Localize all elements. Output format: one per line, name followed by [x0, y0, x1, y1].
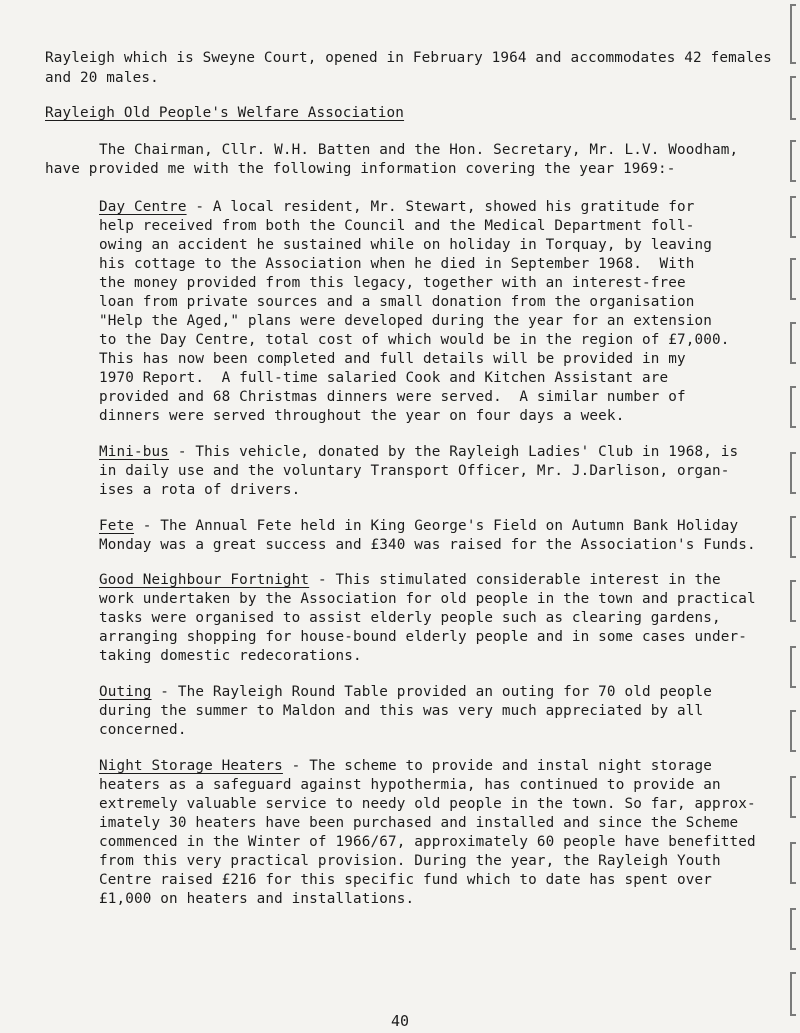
day-centre-line-7: "Help the Aged," plans were developed during the year for an extension: [99, 313, 713, 329]
day-centre-line-9: This has now been completed and full details will be provided in my: [99, 351, 686, 367]
night-storage-line-4: imately 30 heaters have been purchased and installed and since the Scheme: [99, 815, 739, 831]
intro-line-1: Rayleigh which is Sweyne Court, opened in February 1964 and accommodates 42 females: [45, 50, 772, 66]
chairman-line-1: The Chairman, Cllr. W.H. Batten and the Hon. Secretary, Mr. L.V. Woodham,: [99, 142, 739, 158]
good-neighbour-line-5: taking domestic redecorations.: [99, 648, 362, 664]
chairman-line-2: have provided me with the following information covering the year 1969:-: [45, 161, 676, 177]
night-storage-line-5: commenced in the Winter of 1966/67, approximately 60 people have benefitted: [99, 834, 756, 850]
day-centre-line-3: owing an accident he sustained while on holiday in Torquay, by leaving: [99, 237, 713, 253]
good-neighbour-text: - This stimulated considerable interest in the: [309, 572, 721, 588]
mini-bus-text: - This vehicle, donated by the Rayleigh Ladies' Club in 1968, is: [169, 444, 739, 460]
day-centre-line-4: his cottage to the Association when he died in September 1968. With: [99, 256, 695, 272]
fete-title: Fete: [99, 518, 135, 534]
intro-line-2: and 20 males.: [45, 70, 159, 86]
night-storage-text: - The scheme to provide and instal night storage: [282, 758, 713, 774]
day-centre-line-10: 1970 Report. A full-time salaried Cook and Kitchen Assistant are: [99, 370, 669, 386]
good-neighbour-title: Good Neighbour Fortnight: [99, 572, 310, 588]
mini-bus-line-2: in daily use and the voluntary Transport Officer, Mr. J.Darlison, organ-: [99, 463, 730, 479]
section-heading: Rayleigh Old People's Welfare Association: [45, 105, 405, 121]
fete-text: - The Annual Fete held in King George's Field on Autumn Bank Holiday: [134, 518, 739, 534]
day-centre-line-2: help received from both the Council and the Medical Department foll-: [99, 218, 695, 234]
fete-line-2: Monday was a great success and £340 was raised for the Association's Funds.: [99, 537, 756, 553]
good-neighbour-line-1: [99, 571, 721, 590]
day-centre-text: - A local resident, Mr. Stewart, showed his gratitude for: [186, 199, 695, 215]
outing-line-2: during the summer to Maldon and this was very much appreciated by all: [99, 703, 704, 719]
day-centre-title: Day Centre: [99, 199, 187, 215]
good-neighbour-line-4: arranging shopping for house-bound elderly people and in some cases under-: [99, 629, 748, 645]
page-number: 40: [390, 1012, 410, 1030]
mini-bus-title: Mini-bus: [99, 444, 170, 460]
night-storage-line-1: [99, 757, 712, 776]
mini-bus-line-3: ises a rota of drivers.: [99, 482, 301, 498]
night-storage-line-7: Centre raised £216 for this specific fund which to date has spent over: [99, 872, 713, 888]
day-centre-line-12: dinners were served throughout the year on four days a week.: [99, 408, 625, 424]
night-storage-line-6: from this very practical provision. During the year, the Rayleigh Youth: [99, 853, 721, 869]
good-neighbour-line-3: tasks were organised to assist elderly people such as clearing gardens,: [99, 610, 721, 626]
night-storage-line-2: heaters as a safeguard against hypothermia, has continued to provide an: [99, 777, 721, 793]
night-storage-title: Night Storage Heaters: [99, 758, 283, 774]
fete-line-1: [99, 517, 738, 536]
outing-line-1: [99, 683, 712, 702]
day-centre-line-1: [99, 198, 695, 217]
outing-text: - The Rayleigh Round Table provided an outing for 70 old people: [151, 684, 713, 700]
night-storage-line-3: extremely valuable service to needy old people in the town. So far, approx-: [99, 796, 756, 812]
outing-title: Outing: [99, 684, 152, 700]
day-centre-line-6: loan from private sources and a small donation from the organisation: [99, 294, 695, 310]
day-centre-line-8: to the Day Centre, total cost of which would be in the region of £7,000.: [99, 332, 730, 348]
night-storage-line-8: £1,000 on heaters and installations.: [99, 891, 415, 907]
outing-line-3: concerned.: [99, 722, 187, 738]
good-neighbour-line-2: work undertaken by the Association for old people in the town and practical: [99, 591, 756, 607]
day-centre-line-5: the money provided from this legacy, together with an interest-free: [99, 275, 686, 291]
day-centre-line-11: provided and 68 Christmas dinners were served. A similar number of: [99, 389, 686, 405]
mini-bus-line-1: [99, 443, 738, 462]
binding-edge: [786, 0, 800, 1033]
